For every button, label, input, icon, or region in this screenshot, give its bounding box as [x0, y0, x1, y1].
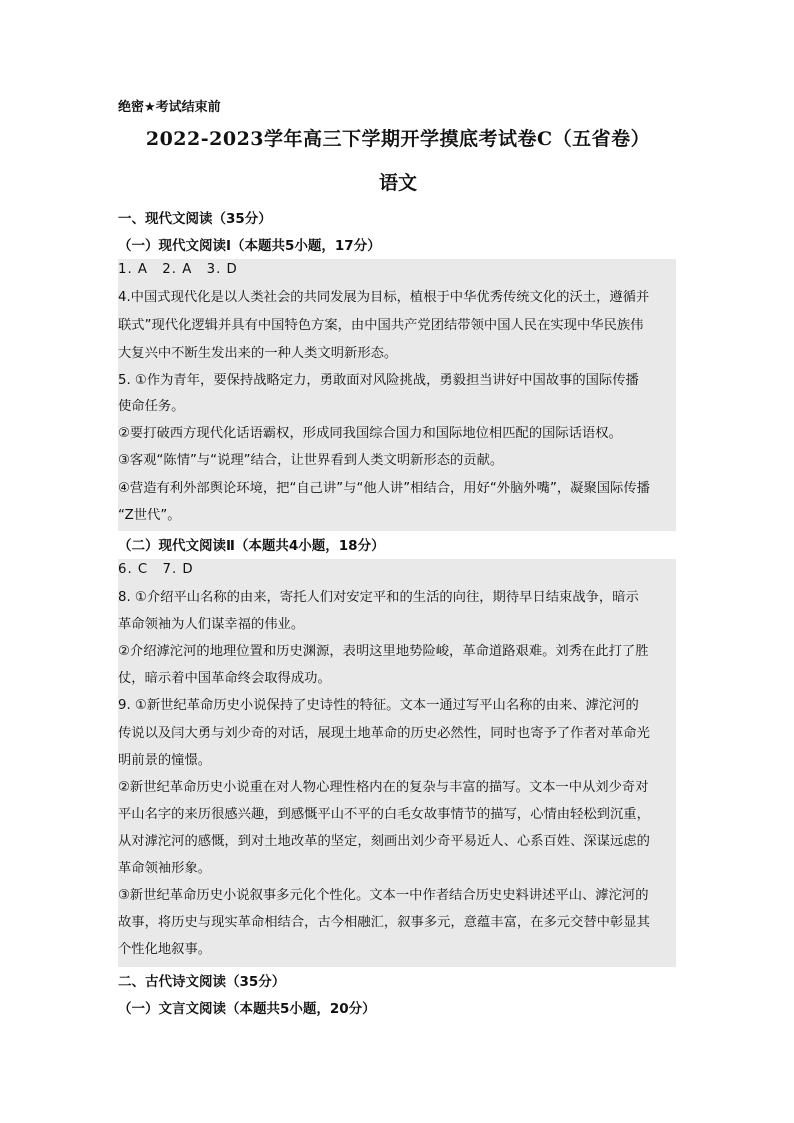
answer-line: 1. A 2. A 3. D: [118, 262, 238, 277]
subject-title: 语文: [378, 172, 417, 194]
answer-line: ④营造有利外部舆论环境，把“自己讲”与“他人讲”相结合，用好“外脑外嘴”，凝聚国际传播: [118, 481, 650, 496]
answer-line: ②要打破西方现代化话语霸权，形成同我国综合国力和国际地位相匹配的国际话语权。: [118, 426, 622, 441]
section-heading-1: 一、现代文阅读（35分）: [118, 211, 272, 227]
answer-line: 故事，将历史与现实革命相结合，古今相融汇，叙事多元，意蕴丰富，在多元交替中彰显其: [118, 915, 650, 930]
answer-line: ③新世纪革命历史小说叙事多元化个性化。文本一中作者结合历史史料讲述平山、滹沱河的: [118, 888, 649, 903]
answer-line: 9. ①新世纪革命历史小说保持了史诗性的特征。文本一通过写平山名称的由来、滹沱河的: [118, 698, 639, 713]
confidential-label: 绝密★考试结束前: [118, 100, 221, 115]
subsection-heading-2-1: （一）文言文阅读（本题共5小题，20分）: [118, 1001, 376, 1017]
answer-line: 明前景的憧憬。: [118, 753, 212, 768]
answer-line: 4.中国式现代化是以人类社会的共同发展为目标，植根于中华优秀传统文化的沃土，遵循并: [118, 290, 650, 305]
answer-line: ③客观“陈情”与“说理”结合，让世界看到人类文明新形态的贡献。: [118, 453, 504, 468]
answer-line: ②新世纪革命历史小说重在对人物心理性格内在的复杂与丰富的描写。文本一中从刘少奇对: [118, 780, 649, 795]
answer-line: 8. ①介绍平山名称的由来，寄托人们对安定平和的生活的向往，期待早日结束战争，暗示: [118, 590, 639, 605]
subsection-heading-1-2: （二）现代文阅读Ⅱ（本题共4小题，18分）: [118, 538, 385, 554]
answer-line: 使命任务。: [118, 399, 185, 414]
answer-line: 传说以及闫大勇与刘少奇的对话，展现土地革命的历史必然性，同时也寄予了作者对革命光: [118, 726, 650, 741]
answer-line: 6. C 7. D: [118, 562, 194, 577]
section-heading-2: 二、古代诗文阅读（35分）: [118, 974, 286, 990]
answer-line: 革命领袖为人们谋幸福的伟业。: [118, 617, 305, 632]
answer-line: 个性化地叙事。: [118, 942, 212, 957]
answer-line: 5. ①作为青年，要保持战略定力，勇敢面对风险挑战，勇毅担当讲好中国故事的国际传播: [118, 373, 639, 388]
answer-line: 平山名字的来历很感兴趣，到感慨平山不平的白毛女故事情节的描写，心情由轻松到沉重，: [118, 807, 650, 822]
answer-line: 仗，暗示着中国革命终会取得成功。: [118, 671, 331, 686]
answer-line: “Z世代”。: [118, 508, 181, 523]
answer-line: ②介绍滹沱河的地理位置和历史渊源，表明这里地势险峻，革命道路艰难。刘秀在此打了胜: [118, 644, 649, 659]
answer-line: 大复兴中不断生发出来的一种人类文明新形态。: [118, 346, 398, 361]
answer-line: 从对滹沱河的感慨，到对土地改革的坚定，刻画出刘少奇平易近人、心系百姓、深谋远虑的: [118, 834, 650, 849]
subsection-heading-1-1: （一）现代文阅读Ⅰ（本题共5小题，17分）: [118, 238, 381, 254]
exam-title: 2022-2023学年高三下学期开学摸底考试卷C（五省卷）: [145, 128, 651, 150]
answer-line: 革命领袖形象。: [118, 861, 212, 876]
answer-line: 联式”现代化逻辑并具有中国特色方案，由中国共产党团结带领中国人民在实现中华民族伟: [118, 318, 644, 333]
